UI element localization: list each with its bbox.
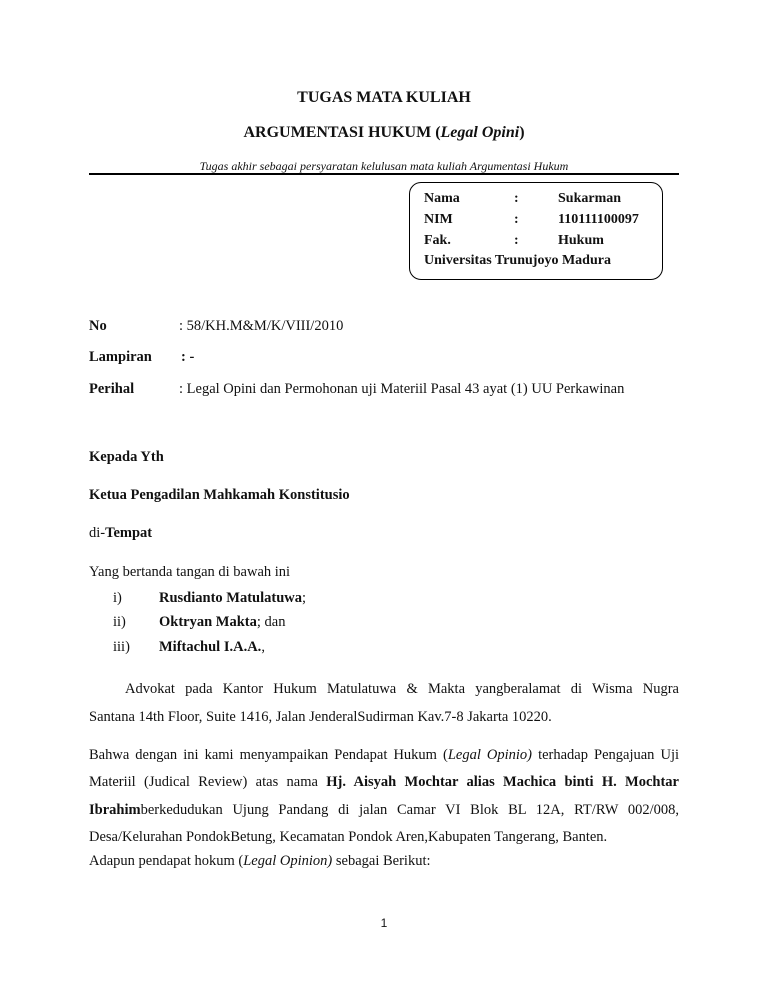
recipient-place: di-Tempat (89, 525, 153, 541)
perihal-value: : Legal Opini dan Permohonan uji Materiil Pasal 43 ayat (1) UU Perkawinan (179, 381, 625, 397)
signatory-number: iii) (113, 639, 130, 655)
title-prefix: ARGUMENTASI HUKUM ( (243, 124, 441, 141)
adapun-paragraph: Adapun pendapat hokum (Legal Opinion) sebagai Berikut: (89, 853, 431, 869)
signatory-item: Oktryan Makta; dan (159, 614, 286, 630)
identity-row-fak: Fak. : Hukum (424, 233, 604, 248)
signatory-number: i) (113, 590, 122, 606)
title-suffix: ) (519, 124, 525, 141)
bahwa-paragraph-line: Materiil (Judical Review) atas nama Hj. Aisyah Mochtar alias Machica binti H. Mochtar (89, 774, 679, 790)
bahwa-paragraph-line: Desa/Kelurahan PondokBetung, Kecamatan Pondok Aren,Kabupaten Tangerang, Banten. (89, 829, 608, 845)
identity-row-nama: Nama : Sukarman (424, 191, 622, 206)
no-label: No (89, 318, 107, 334)
bahwa-paragraph-line: Bahwa dengan ini kami menyampaikan Pendapat Hukum (Legal Opinio) terhadap Pengajuan Uji (89, 747, 679, 763)
document-subject-title (0, 124, 768, 142)
header-divider (89, 173, 679, 175)
signatory-number: ii) (113, 614, 126, 630)
document-title: TUGAS MATA KULIAH (297, 89, 471, 106)
page-number: 1 (380, 916, 388, 930)
signatory-item: Rusdianto Matulatuwa; (159, 590, 307, 606)
lampiran-value: : - (181, 349, 195, 365)
advokat-paragraph-line: Santana 14th Floor, Suite 1416, Jalan JenderalSudirman Kav.7-8 Jakarta 10220. (89, 709, 552, 725)
lampiran-label: Lampiran (89, 349, 152, 365)
recipient-greeting: Kepada Yth (89, 449, 164, 465)
identity-row-nim: NIM : 110111100097 (424, 212, 639, 227)
title-italic: Legal Opini (440, 124, 520, 141)
advokat-paragraph-line: Advokat pada Kantor Hukum Matulatuwa & Makta yangberalamat di Wisma Nugra (125, 681, 679, 697)
recipient-addressee: Ketua Pengadilan Mahkamah Konstitusio (89, 487, 350, 503)
identity-university: Universitas Trunujoyo Madura (424, 253, 611, 268)
signatories-intro: Yang bertanda tangan di bawah ini (89, 564, 291, 580)
document-subtitle: Tugas akhir sebagai persyaratan kelulusan mata kuliah Argumentasi Hukum (199, 159, 569, 173)
bahwa-paragraph-line: Ibrahimberkedudukan Ujung Pandang di jalan Camar VI Blok BL 12A, RT/RW 002/008, (89, 802, 679, 818)
signatory-item: Miftachul I.A.A., (159, 639, 265, 655)
student-identity-box (409, 182, 663, 280)
no-value: : 58/KH.M&M/K/VIII/2010 (179, 318, 344, 334)
perihal-label: Perihal (89, 381, 135, 397)
